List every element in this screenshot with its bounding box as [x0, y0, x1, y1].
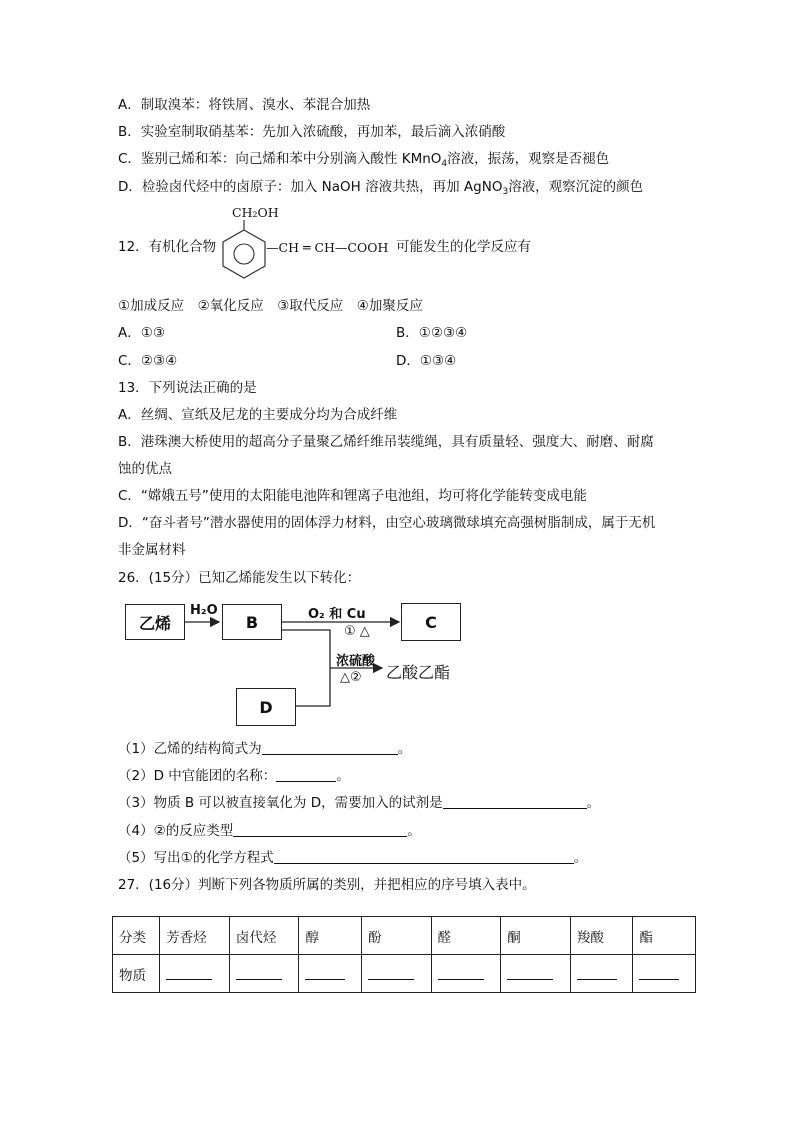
q12-prefix: 12．有机化合物: [118, 239, 217, 255]
q26-sub2-text: （2）D 中官能团的名称：: [118, 768, 277, 784]
q11-d-sub: 3: [502, 187, 509, 197]
category-cell: 酚: [362, 917, 432, 955]
box-b: B: [222, 604, 282, 640]
answer-blank[interactable]: [305, 965, 345, 980]
q26-sub3-blank[interactable]: [443, 794, 587, 809]
q26-sub2-blank[interactable]: [276, 767, 336, 782]
category-cell: 醛: [431, 917, 501, 955]
q13-stem: 13．下列说法正确的是: [118, 380, 257, 396]
answer-blank[interactable]: [577, 965, 617, 980]
answer-blank[interactable]: [368, 965, 414, 980]
answer-blank[interactable]: [166, 965, 212, 980]
q26-sub1-text: （1）乙烯的结构简式为: [118, 741, 262, 757]
box-c: C: [401, 603, 461, 641]
category-cell: 醇: [299, 917, 362, 955]
answer-cell: [229, 955, 299, 993]
q26-sub4-blank[interactable]: [233, 822, 407, 837]
answer-cell: [501, 955, 571, 993]
q11-d-text-post: 溶液，观察沉淀的颜色: [508, 179, 644, 195]
q26-sub4-end: 。: [407, 823, 421, 839]
q13-option-d-line2: 非金属材料: [118, 542, 186, 558]
q13-option-d-line1: D．“奋斗者号”潜水器使用的固体浮力材料，由空心玻璃微球填充高强树脂制成，属于无机: [118, 515, 656, 531]
table-header-cell: 分类: [113, 917, 160, 955]
q12-option-c: C．②③④: [118, 353, 178, 369]
q26-stem: 26．(15分）已知乙烯能发生以下转化：: [118, 570, 361, 586]
q26-sub1: [118, 740, 411, 758]
q11-option-a: A．制取溴苯：将铁屑、溴水、苯混合加热: [118, 97, 371, 113]
q26-sub1-blank[interactable]: [262, 740, 398, 755]
q11-c-text-post: 溶液，振荡，观察是否褪色: [447, 151, 610, 167]
q27-stem: 27．(16分）判断下列各物质所属的类别，并把相应的序号填入表中。: [118, 877, 536, 893]
product-ethyl-acetate: 乙酸乙酯: [386, 663, 451, 682]
label-h2o: H₂O: [190, 603, 218, 618]
q12-option-a: A．①③: [118, 325, 165, 341]
category-cell: 酯: [633, 917, 696, 955]
answer-blank[interactable]: [438, 965, 484, 980]
q26-sub4-text: （4）②的反应类型: [118, 823, 234, 839]
q12-suffix: 可能发生的化学反应有: [396, 239, 531, 255]
answer-cell: [160, 955, 230, 993]
category-cell: 羧酸: [570, 917, 633, 955]
q12-reactions: ①加成反应 ②氧化反应 ③取代反应 ④加聚反应: [118, 298, 423, 314]
q26-sub5-blank[interactable]: [274, 849, 574, 864]
box-ethylene: 乙烯: [125, 604, 185, 640]
q13-option-b-line1: B．港珠澳大桥使用的超高分子量聚乙烯纤维吊装缆绳，具有质量轻、强度大、耐磨、耐腐: [118, 434, 654, 450]
q26-sub5-text: （5）写出①的化学方程式: [118, 850, 274, 866]
q26-sub3: [118, 794, 600, 812]
table-row: [113, 917, 696, 955]
answer-cell: [362, 955, 432, 993]
q26-sub2: [118, 767, 350, 785]
q13-option-b-line2: 蚀的优点: [118, 461, 172, 477]
answer-blank[interactable]: [236, 965, 282, 980]
q12-substituent-top: CH₂OH: [232, 205, 279, 220]
q13-option-c: C．“嫦娥五号”使用的太阳能电池阵和锂离子电池组，均可将化学能转变成电能: [118, 488, 587, 504]
q26-sub2-end: 。: [336, 768, 350, 784]
classification-table: [112, 916, 696, 993]
q12-option-d: D．①③④: [396, 353, 457, 369]
box-d: D: [236, 688, 296, 726]
table-header-cell: 物质: [113, 955, 160, 993]
q26-sub5: [118, 849, 587, 867]
q11-option-b: B．实验室制取硝基苯：先加入浓硫酸，再加苯，最后滴入浓硝酸: [118, 124, 506, 140]
q11-d-text: D．检验卤代烃中的卤原子：加入 NaOH 溶液共热，再加 AgNO: [118, 179, 503, 195]
answer-blank[interactable]: [639, 965, 679, 980]
q26-sub1-end: 。: [397, 741, 412, 757]
answer-cell: [570, 955, 633, 993]
q26-sub4: [118, 822, 421, 840]
q12-side-chain: —CH ═ CH—COOH: [266, 240, 389, 255]
label-conc-sulfuric-acid: 浓硫酸: [336, 654, 376, 669]
label-o2-cu: O₂ 和 Cu: [308, 607, 366, 622]
q11-c-text: C．鉴别己烯和苯：向己烯和苯中分别滴入酸性 KMnO: [118, 151, 442, 167]
q12-option-b: B．①②③④: [396, 325, 468, 341]
q26-sub5-end: 。: [573, 850, 588, 866]
answer-cell: [633, 955, 696, 993]
category-cell: 芳香烃: [160, 917, 230, 955]
q13-option-a: A．丝绸、宣纸及尼龙的主要成分均为合成纤维: [118, 407, 398, 423]
category-cell: 酮: [501, 917, 571, 955]
label-step1: ① △: [344, 624, 370, 639]
answer-blank[interactable]: [507, 965, 553, 980]
q11-c-sub: 4: [441, 159, 448, 169]
answer-cell: [431, 955, 501, 993]
category-cell: 卤代烃: [229, 917, 299, 955]
table-row: [113, 955, 696, 993]
answer-cell: [299, 955, 362, 993]
label-step2: △②: [340, 670, 362, 685]
q26-sub3-end: 。: [586, 795, 601, 811]
q26-sub3-text: （3）物质 B 可以被直接氧化为 D，需要加入的试剂是: [118, 795, 443, 811]
